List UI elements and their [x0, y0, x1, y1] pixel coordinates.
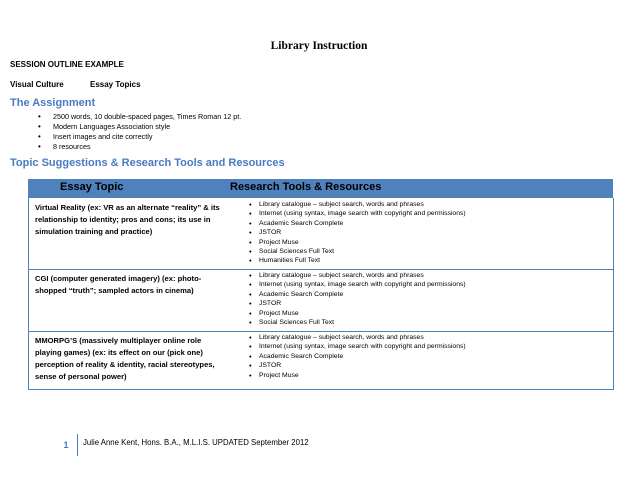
- page-footer: [55, 434, 455, 456]
- footer-divider: [77, 434, 78, 456]
- session-label: SESSION OUTLINE EXAMPLE: [10, 60, 124, 69]
- tools-list: [249, 333, 466, 380]
- page-title: Library Instruction: [270, 40, 368, 52]
- assignment-item: • Modern Languages Association style: [38, 122, 241, 132]
- tool-item: • JSTOR: [249, 299, 466, 308]
- tool-item: • Academic Search Complete: [249, 219, 466, 228]
- tool-item: • JSTOR: [249, 228, 466, 237]
- subject-label: Visual Culture: [10, 80, 64, 89]
- assignment-item: • 8 resources: [38, 142, 241, 152]
- tool-item: • Library catalogue – subject search, words and phrases: [249, 200, 466, 209]
- essay-topic-cell: MMORPG’S (massively multiplayer online role playing games) (ex: its effect on our (pick one) perception of reality & identity, racial stereotypes, sense of personal power): [35, 336, 215, 381]
- tool-item: • Project Muse: [249, 309, 466, 318]
- column-header-topic: Essay Topic: [60, 181, 124, 193]
- essay-topic-cell: CGI (computer generated imagery) (ex: photo-shopped “truth”; sampled actors in cinema): [35, 274, 202, 295]
- tools-list: [249, 200, 466, 266]
- tool-item: • Social Sciences Full Text: [249, 247, 466, 256]
- tool-item: • Social Sciences Full Text: [249, 318, 466, 327]
- tool-item: • Internet (using syntax, image search with copyright and permissions): [249, 209, 466, 218]
- assignment-item: • 2500 words, 10 double-spaced pages, Times Roman 12 pt.: [38, 112, 241, 122]
- tool-item: • JSTOR: [249, 361, 466, 370]
- assignment-heading: The Assignment: [10, 97, 96, 109]
- assignment-list: [38, 112, 241, 152]
- table-row: [28, 198, 614, 270]
- topics-heading: Topic Suggestions & Research Tools and Resources: [10, 157, 285, 169]
- tool-item: • Library catalogue – subject search, words and phrases: [249, 271, 466, 280]
- tool-item: • Library catalogue – subject search, words and phrases: [249, 333, 466, 342]
- footer-text: Julie Anne Kent, Hons. B.A., M.L.I.S. UPDATED September 2012: [83, 438, 309, 447]
- essay-topic-cell: Virtual Reality (ex: VR as an alternate “reality” & its relationship to identity; pros and cons; its use in simulation training and practice): [35, 203, 220, 236]
- tool-item: • Internet (using syntax, image search with copyright and permissions): [249, 280, 466, 289]
- tool-item: • Humanities Full Text: [249, 256, 466, 265]
- tool-item: • Academic Search Complete: [249, 352, 466, 361]
- tool-item: • Academic Search Complete: [249, 290, 466, 299]
- subject-topic-label: Essay Topics: [90, 80, 141, 89]
- assignment-item: • Insert images and cite correctly: [38, 132, 241, 142]
- table-row: [28, 331, 614, 390]
- page-number: 1: [63, 440, 69, 450]
- tool-item: • Internet (using syntax, image search with copyright and permissions): [249, 342, 466, 351]
- tools-list: [249, 271, 466, 327]
- column-header-tools: Research Tools & Resources: [230, 181, 382, 193]
- table-row: [28, 269, 614, 332]
- tool-item: • Project Muse: [249, 371, 466, 380]
- tool-item: • Project Muse: [249, 238, 466, 247]
- table-header: [28, 179, 613, 198]
